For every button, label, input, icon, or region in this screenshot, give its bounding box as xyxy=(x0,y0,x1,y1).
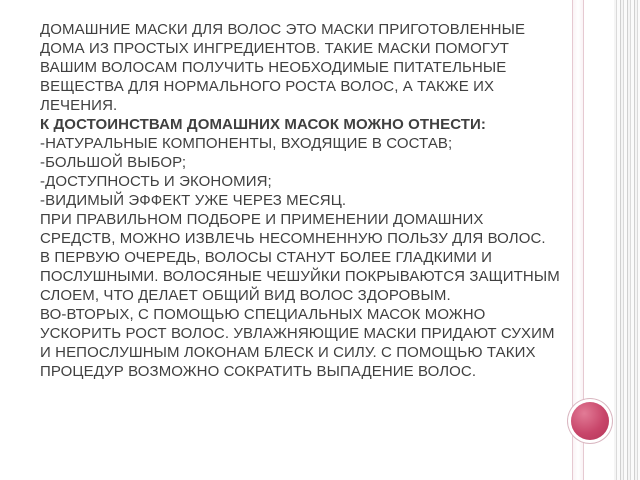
advantage-item: -ВИДИМЫЙ ЭФФЕКТ УЖЕ ЧЕРЕЗ МЕСЯЦ. xyxy=(40,192,347,209)
intro-paragraph: ДОМАШНИЕ МАСКИ ДЛЯ ВОЛОС ЭТО МАСКИ ПРИГОТОВЛЕННЫЕ ДОМА ИЗ ПРОСТЫХ ИНГРЕДИЕНТОВ. ТАКИЕ МАСКИ ПОМОГУТ ВАШИМ ВОЛОСАМ ПОЛУЧИТЬ НЕОБХОДИМЫЕ ПИТАТЕЛЬНЫЕ ВЕЩЕСТВА ДЛЯ НОРМАЛЬНОГО РОСТА ВОЛОС, А ТАКЖЕ ИХ ЛЕЧЕНИЯ. xyxy=(40,21,526,114)
benefit-paragraph: ПРИ ПРАВИЛЬНОМ ПОДБОРЕ И ПРИМЕНЕНИИ ДОМАШНИХ СРЕДСТВ, МОЖНО ИЗВЛЕЧЬ НЕСОМНЕННУЮ ПОЛЬЗУ ДЛЯ ВОЛОС. xyxy=(40,211,546,247)
second-benefit-paragraph: ВО-ВТОРЫХ, С ПОМОЩЬЮ СПЕЦИАЛЬНЫХ МАСОК МОЖНО УСКОРИТЬ РОСТ ВОЛОС. УВЛАЖНЯЮЩИЕ МАСКИ ПРИДАЮТ СУХИМ И НЕПОСЛУШНЫМ ЛОКОНАМ БЛЕСК И СИЛУ. С ПОМОЩЬЮ ТАКИХ ПРОЦЕДУР ВОЗМОЖНО СОКРАТИТЬ ВЫПАДЕНИЕ ВОЛОС. xyxy=(40,306,555,380)
slide-text-body xyxy=(40,20,560,381)
decorative-circle-icon xyxy=(571,402,609,440)
decorative-stripes xyxy=(614,0,640,480)
first-benefit-paragraph: В ПЕРВУЮ ОЧЕРЕДЬ, ВОЛОСЫ СТАНУТ БОЛЕЕ ГЛАДКИМИ И ПОСЛУШНЫМИ. ВОЛОСЯНЫЕ ЧЕШУЙКИ ПОКРЫВАЮТСЯ ЗАЩИТНЫМ СЛОЕМ, ЧТО ДЕЛАЕТ ОБЩИЙ ВИД ВОЛОС ЗДОРОВЫМ. xyxy=(40,249,560,304)
advantage-item: -БОЛЬШОЙ ВЫБОР; xyxy=(40,154,187,171)
advantage-item: -НАТУРАЛЬНЫЕ КОМПОНЕНТЫ, ВХОДЯЩИЕ В СОСТАВ; xyxy=(40,135,453,152)
advantage-item: -ДОСТУПНОСТЬ И ЭКОНОМИЯ; xyxy=(40,173,272,190)
advantages-heading: К ДОСТОИНСТВАМ ДОМАШНИХ МАСОК МОЖНО ОТНЕСТИ: xyxy=(40,116,487,133)
